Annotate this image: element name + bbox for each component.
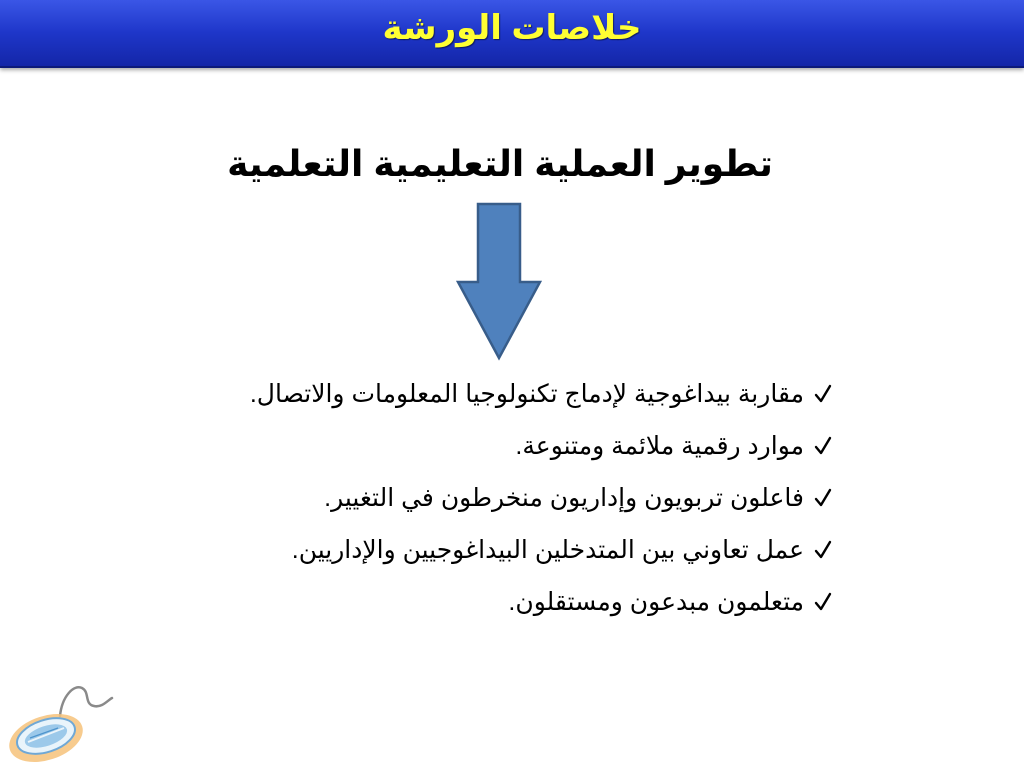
bullet-item [120,524,832,576]
bullet-item [120,576,832,628]
checkmark-icon [814,487,832,509]
checkmark-icon [814,539,832,561]
checkmark-icon [814,383,832,405]
down-arrow-icon [456,202,542,362]
bullet-item [120,368,832,420]
checkmark-icon [814,435,832,457]
bullet-text: موارد رقمية ملائمة ومتنوعة. [515,432,804,460]
bullet-text: متعلمون مبدعون ومستقلون. [508,588,804,616]
bullet-list [120,368,832,628]
bullet-text: عمل تعاوني بين المتدخلين البيداغوجيين والإداريين. [291,536,804,564]
title-bar [0,0,1024,68]
slide-heading: تطوير العملية التعليمية التعلمية [227,143,773,184]
bullet-text: مقاربة بيداغوجية لإدماج تكنولوجيا المعلومات والاتصال. [249,380,804,408]
computer-mouse-logo [4,676,116,764]
bullet-item [120,472,832,524]
checkmark-icon [814,591,832,613]
bullet-text: فاعلون تربويون وإداريون منخرطون في التغيير. [324,484,804,512]
bullet-item [120,420,832,472]
slide-title: خلاصات الورشة [382,9,642,47]
